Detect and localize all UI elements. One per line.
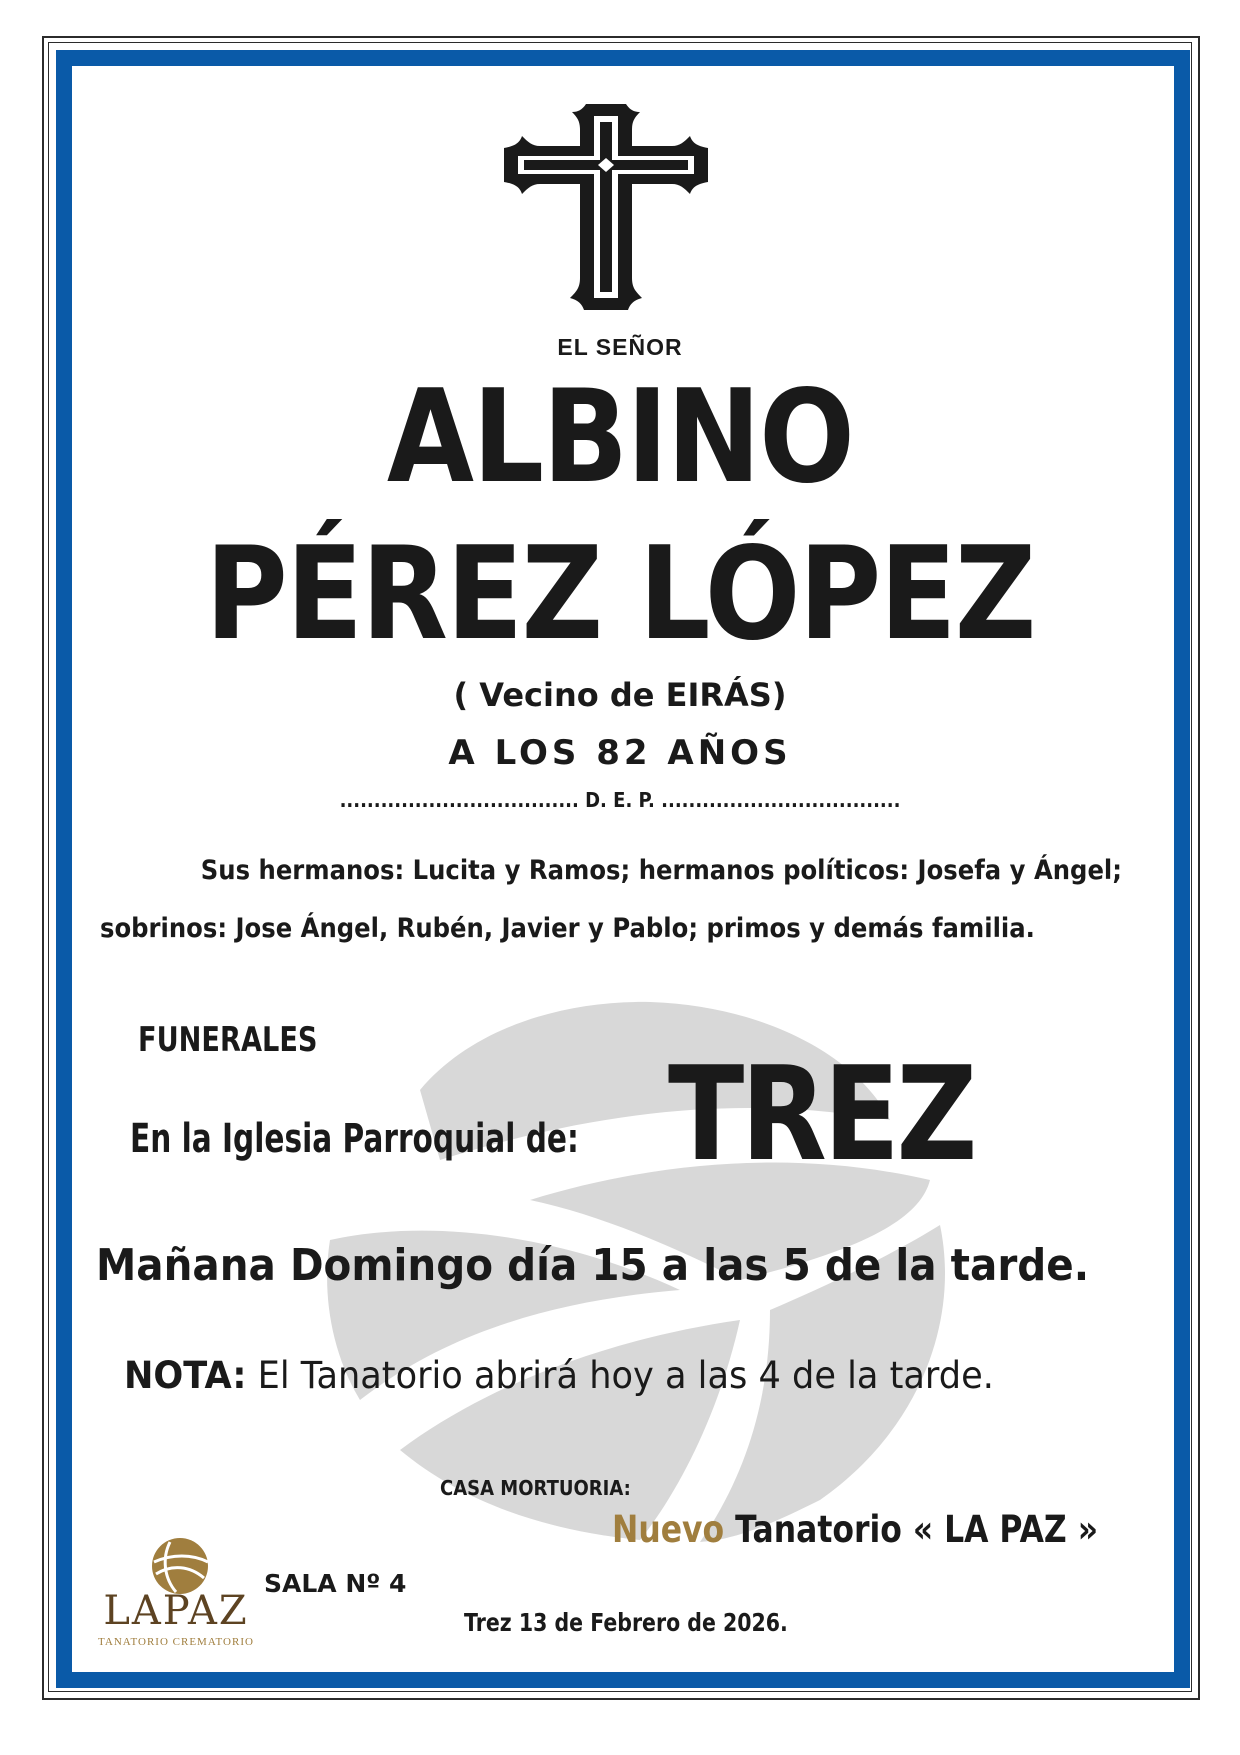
relatives-text — [100, 842, 1122, 958]
title-prefix: EL SEÑOR — [557, 334, 683, 360]
surnames: PÉREZ LÓPEZ — [205, 520, 1035, 669]
relatives-line-1 — [100, 842, 1122, 900]
sala-number: SALA Nº 4 — [264, 1569, 407, 1598]
relatives-line-2: sobrinos: Jose Ángel, Rubén, Javier y Pablo; primos y demás familia. — [100, 913, 1035, 944]
cross-icon — [502, 102, 710, 312]
church-label: En la Iglesia Parroquial de: — [130, 1116, 579, 1162]
relatives-line-1-text: Sus hermanos: Lucita y Ramos; hermanos políticos: Josefa y Ángel; — [200, 855, 1122, 886]
dep-text: D. E. P. — [585, 788, 655, 812]
logo-subtitle: TANATORIO CREMATORIO — [98, 1636, 254, 1648]
note-label: NOTA: — [124, 1354, 247, 1397]
notice-date: Trez 13 de Febrero de 2026. — [464, 1608, 788, 1637]
logo-text: LAPAZ — [103, 1588, 249, 1634]
residence: ( Vecino de EIRÁS) — [453, 676, 787, 714]
age: A LOS 82 AÑOS — [448, 733, 792, 773]
funerales-heading: FUNERALES — [138, 1020, 318, 1060]
funeral-place: TREZ — [668, 1038, 975, 1190]
funeral-when: Mañana Domingo día 15 a las 5 de la tarde. — [96, 1240, 1090, 1291]
first-name: ALBINO — [386, 363, 854, 512]
tanatorio-new: Nuevo — [612, 1508, 725, 1551]
dep-dots-left: ................................... — [339, 788, 579, 812]
dep-line — [0, 788, 1240, 812]
tanatorio-name — [612, 1508, 1098, 1551]
dep-dots-right: ................................... — [661, 788, 901, 812]
note — [124, 1354, 994, 1397]
note-text: El Tanatorio abrirá hoy a las 4 de la tarde. — [257, 1354, 994, 1397]
casa-mortuoria-label: CASA MORTUORIA: — [440, 1476, 631, 1500]
tanatorio-title: Tanatorio « LA PAZ » — [735, 1508, 1099, 1551]
